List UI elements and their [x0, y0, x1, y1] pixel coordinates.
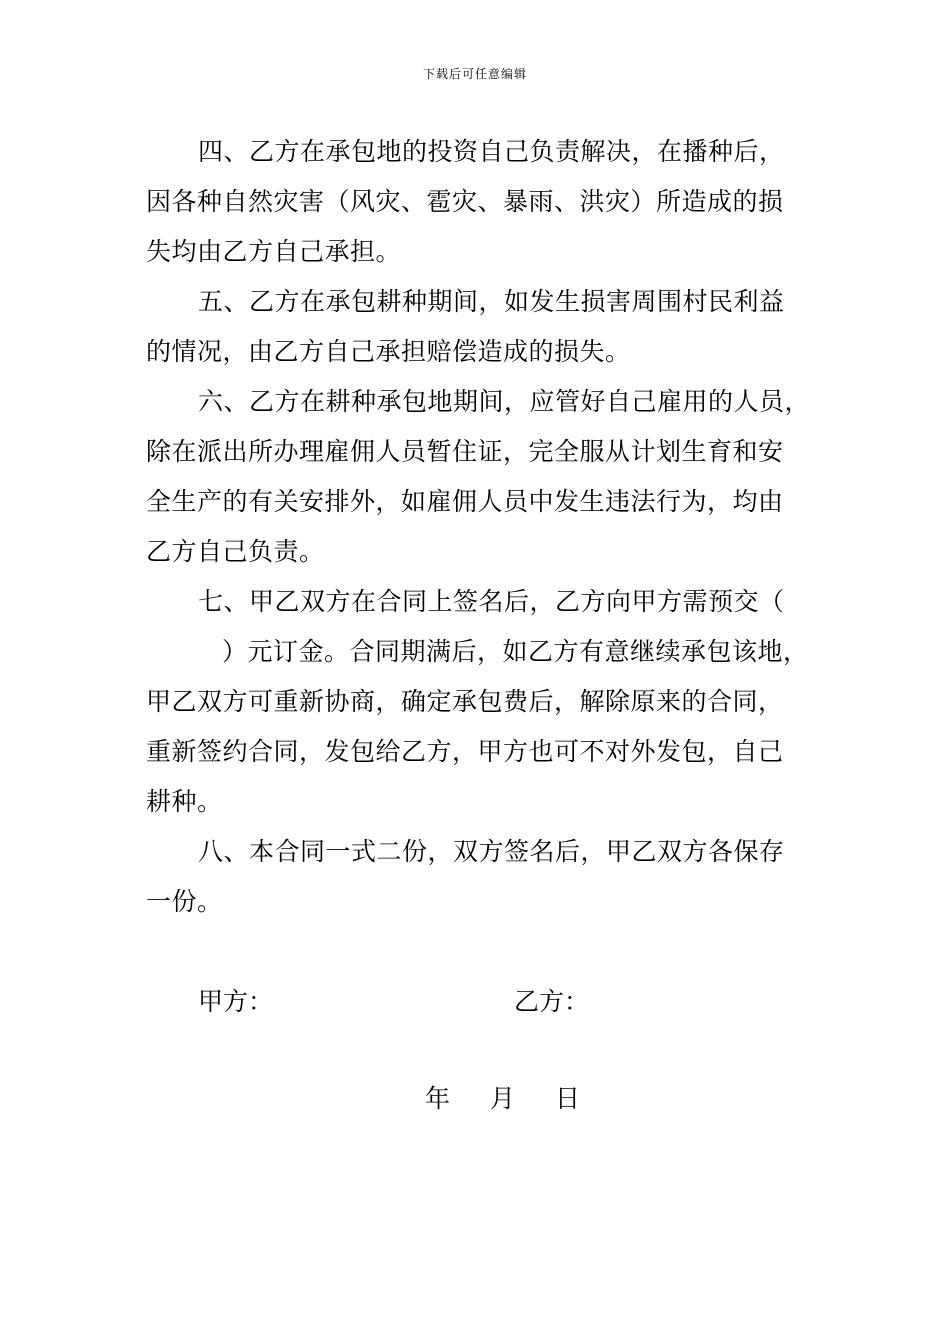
- text-line: 重新签约合同，发包给乙方，甲方也可不对外发包，自己: [146, 737, 784, 766]
- text-line: 甲乙双方可重新协商，确定承包费后，解除原来的合同，: [146, 687, 784, 716]
- text-line: 因各种自然灾害（风灾、雹灾、暴雨、洪灾）所造成的损: [146, 187, 784, 216]
- text-line: 六、乙方在耕种承包地期间，应管好自己雇用的人员，: [198, 387, 811, 416]
- text-line: 失均由乙方自己承担。: [146, 237, 402, 266]
- text-line: 五、乙方在承包耕种期间，如发生损害周围村民利益: [198, 287, 785, 316]
- text-line: 一份。: [146, 887, 223, 916]
- text-line: 乙方自己负责。: [146, 537, 325, 566]
- text-line: 四、乙方在承包地的投资自己负责解决，在播种后，: [198, 137, 785, 166]
- text-line: 除在派出所办理雇佣人员暂住证，完全服从计划生育和安: [146, 437, 784, 466]
- date-day-label: 日: [555, 1084, 581, 1113]
- text-line: 耕种。: [146, 787, 223, 816]
- party-a-label: 甲方：: [198, 987, 274, 1016]
- text-line: ）元订金。合同期满后，如乙方有意继续承包该地，: [222, 637, 809, 666]
- text-line: 的情况，由乙方自己承担赔偿造成的损失。: [146, 337, 631, 366]
- date-month-label: 月: [490, 1084, 516, 1113]
- party-b-label: 乙方：: [514, 987, 590, 1016]
- page-header-note: 下载后可任意编辑: [422, 67, 527, 81]
- text-line: 七、甲乙双方在合同上签名后，乙方向甲方需预交（: [198, 587, 785, 616]
- text-line: 八、本合同一式二份，双方签名后，甲乙双方各保存: [198, 837, 785, 866]
- date-year-label: 年: [425, 1084, 451, 1113]
- text-line: 全生产的有关安排外，如雇佣人员中发生违法行为，均由: [146, 487, 784, 516]
